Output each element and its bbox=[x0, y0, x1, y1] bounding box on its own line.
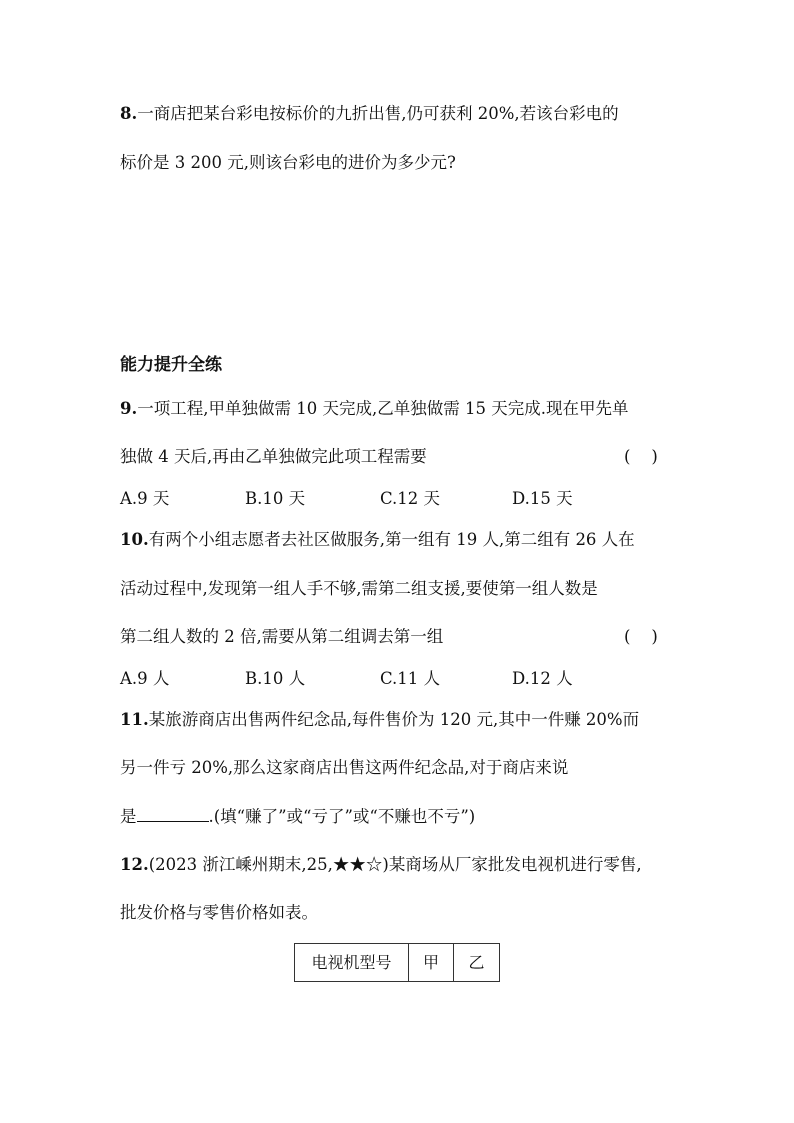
q11-line3 bbox=[120, 805, 475, 828]
q10-text-1: 有两个小组志愿者去社区做服务,第一组有 19 人,第二组有 26 人在 bbox=[148, 530, 635, 549]
q12-line1 bbox=[120, 854, 642, 876]
q11-number: 11. bbox=[120, 710, 149, 729]
q11-line2: 另一件亏 20%,那么这家商店出售这两件纪念品,对于商店来说 bbox=[120, 758, 569, 777]
tv-price-table bbox=[294, 943, 500, 982]
q9-option-b: B.10 天 bbox=[245, 489, 306, 508]
q8-text-1: 一商店把某台彩电按标价的九折出售,仍可获利 20%,若该台彩电的 bbox=[137, 104, 619, 123]
table-header-jia: 甲 bbox=[409, 944, 454, 982]
q12-number: 12. bbox=[120, 855, 149, 874]
q10-option-a: A.9 人 bbox=[120, 669, 170, 688]
q9-text-1: 一项工程,甲单独做需 10 天完成,乙单独做需 15 天完成.现在甲先单 bbox=[137, 399, 629, 418]
q9-line1 bbox=[120, 398, 628, 420]
q9-answer-bracket: ( ) bbox=[624, 447, 658, 466]
q9-option-c: C.12 天 bbox=[380, 489, 441, 508]
q9-line2: 独做 4 天后,再由乙单独做完此项工程需要 bbox=[120, 447, 427, 466]
q10-option-c: C.11 人 bbox=[380, 669, 441, 688]
q12-line2: 批发价格与零售价格如表。 bbox=[120, 903, 318, 922]
q11-answer-blank[interactable] bbox=[137, 805, 209, 822]
table-header-yi: 乙 bbox=[454, 944, 500, 982]
q9-number: 9. bbox=[120, 399, 138, 418]
table-header-row bbox=[295, 944, 500, 982]
q10-line3: 第二组人数的 2 倍,需要从第二组调去第一组 bbox=[120, 627, 444, 646]
q9-option-a: A.9 天 bbox=[120, 489, 170, 508]
q9-option-d: D.15 天 bbox=[512, 489, 573, 508]
section-title: 能力提升全练 bbox=[120, 355, 222, 375]
q10-number: 10. bbox=[120, 530, 149, 549]
q8-line2: 标价是 3 200 元,则该台彩电的进价为多少元? bbox=[120, 153, 456, 172]
q11-text-1: 某旅游商店出售两件纪念品,每件售价为 120 元,其中一件赚 20%而 bbox=[148, 710, 640, 729]
q10-line1 bbox=[120, 529, 635, 551]
q8-number: 8. bbox=[120, 104, 138, 123]
q11-text-3-post: .(填“赚了”或“亏了”或“不赚也不亏”) bbox=[208, 807, 476, 826]
q10-option-b: B.10 人 bbox=[245, 669, 306, 688]
q10-option-d: D.12 人 bbox=[512, 669, 573, 688]
q11-text-3-pre: 是 bbox=[120, 807, 137, 826]
q10-line2: 活动过程中,发现第一组人手不够,需第二组支援,要使第一组人数是 bbox=[120, 579, 598, 598]
q8-line1 bbox=[120, 103, 619, 125]
table-header-model: 电视机型号 bbox=[295, 944, 409, 982]
q11-line1 bbox=[120, 709, 639, 731]
q10-answer-bracket: ( ) bbox=[624, 627, 658, 646]
q12-text-1: (2023 浙江嵊州期末,25,★★☆)某商场从厂家批发电视机进行零售, bbox=[148, 855, 642, 874]
